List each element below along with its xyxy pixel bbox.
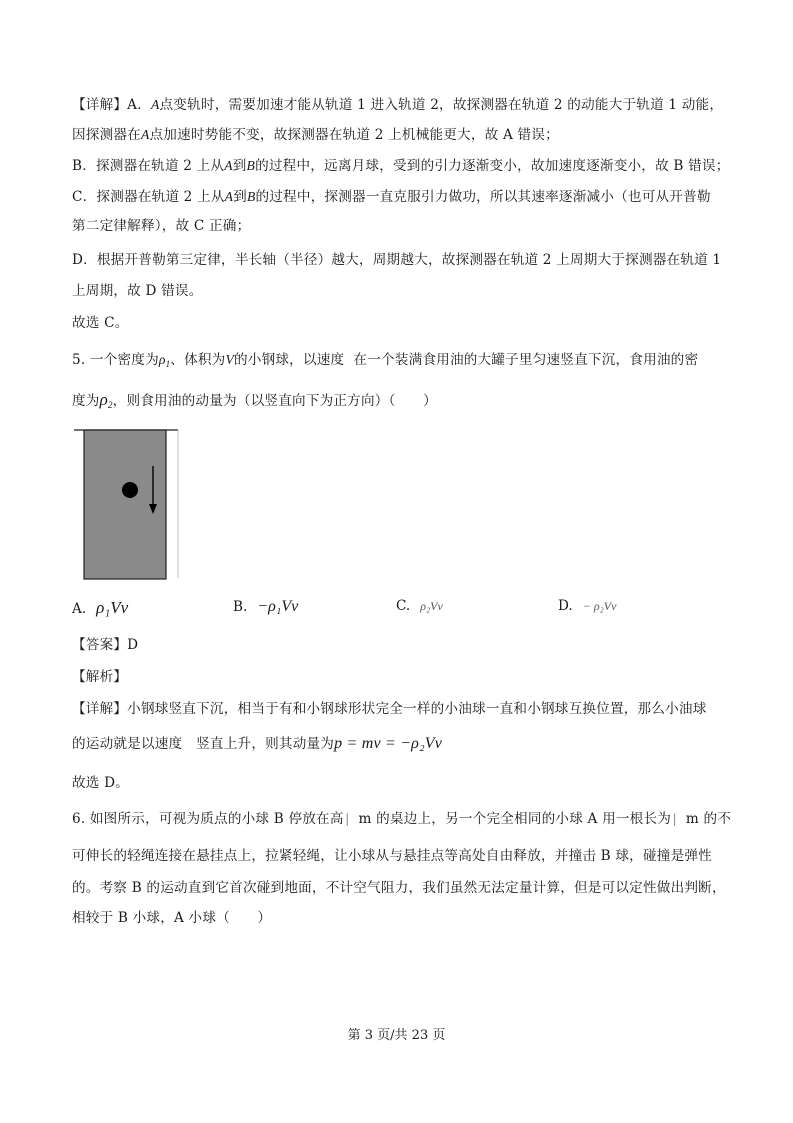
var-a: A [224, 158, 233, 173]
text: 的桌边上，另一个完全相同的小球 A 用一根长为 [376, 811, 672, 827]
option-a[interactable] [72, 598, 128, 618]
text: 的小钢球，以速度 [234, 352, 345, 368]
option-b[interactable] [233, 598, 298, 616]
q6-stem-line-1 [72, 809, 731, 829]
text: 的不 [703, 811, 732, 827]
momentum-formula: p = mv = −ρ₂Vv [334, 735, 443, 752]
blank-box: | [671, 812, 686, 826]
option-formula: ρ₁Vv [96, 598, 129, 617]
text: 度为 [72, 393, 100, 409]
q4-explanation-line-3 [72, 156, 730, 176]
q6-stem-line-4: 相较于 B 小球，A 小球（ ） [72, 910, 272, 926]
sub: 1 [165, 359, 171, 369]
q4-explanation-line-1 [72, 95, 723, 115]
text: 到 [233, 189, 247, 205]
sub: 2 [107, 400, 113, 410]
page-footer: 第 3 页/共 23 页 [347, 1028, 446, 1043]
q5-detail-line-1: 【详解】小钢球竖直下沉，相当于有和小钢球形状完全一样的小油球一直和小钢球互换位置，那么小油球 [72, 701, 707, 717]
var-b: B [246, 189, 256, 204]
var-a: A [224, 189, 234, 204]
text: 【详解】A． [72, 97, 151, 113]
q5-stem-line-2 [72, 390, 437, 415]
text: 的过程中，远离月球，受到的引力逐渐变小，故加速度逐渐变小，故 B 错误； [255, 158, 730, 174]
var-a: A [140, 127, 150, 142]
text: 的过程中，探测器一直克服引力做功，所以其速率逐渐减小（也可从开普勒 [255, 189, 711, 205]
var-a: A [151, 97, 160, 112]
text: C．探测器在轨道 2 上从 [72, 189, 225, 205]
q4-explanation-line-7: 上周期，故 D 错误。 [72, 283, 203, 299]
q6-stem-line-3: 的。考察 B 的运动直到它首次碰到地面，不计空气阻力，我们虽然无法定量计算，但是可以定性做出判断， [72, 880, 726, 896]
q5-answer: 【答案】D [72, 637, 139, 653]
q5-conclusion: 故选 D。 [72, 775, 130, 791]
option-label: D. [558, 598, 573, 614]
option-c[interactable] [396, 598, 443, 614]
blank-box: | [343, 812, 359, 826]
rho-1 [159, 352, 170, 367]
option-formula: ρ₂Vv [420, 599, 443, 613]
q5-analysis-heading: 【解析】 [72, 669, 128, 685]
text: 的运动就是以速度 竖直上升，则其动量为 [72, 736, 335, 752]
rho: ρ [158, 352, 166, 367]
unit-m: m [685, 811, 699, 827]
option-formula: −ρ₁Vv [257, 598, 299, 615]
q5-detail-line-2 [72, 734, 442, 754]
unit-m: m [358, 811, 372, 827]
var-v: V [225, 352, 234, 367]
q4-explanation-line-6: D．根据开普勒第三定律，半长轴（半径）越大，周期越大，故探测器在轨道 2 上周期大于探测器在轨道 1 [72, 252, 722, 268]
text: B．探测器在轨道 2 上从 [72, 158, 225, 174]
option-label: B. [233, 599, 248, 615]
rho: ρ [99, 390, 108, 409]
tank-figure [72, 428, 182, 584]
q6-stem-line-2: 可伸长的轻绳连接在悬挂点上，拉紧轻绳，让小球从与悬挂点等高处自由释放，并撞击 B 球，碰撞是弹性 [72, 848, 712, 864]
text: 5. 一个密度为 [72, 352, 159, 368]
text: 在一个装满食用油的大罐子里匀速竖直下沉，食用油的密 [353, 352, 699, 368]
option-formula: − ρ₂Vv [582, 599, 617, 613]
text: 点变轨时，需要加速才能从轨道 1 进入轨道 2，故探测器在轨道 2 的动能大于轨道 1 动能， [159, 97, 724, 113]
q4-explanation-line-4 [72, 187, 711, 207]
option-d[interactable] [558, 598, 616, 614]
q5-stem-line-1 [72, 350, 698, 374]
text: 因探测器在 [72, 127, 141, 143]
text: 点加速时势能不变，故探测器在轨道 2 上机械能更大，故 A 错误； [149, 127, 559, 143]
q4-explanation-line-2 [72, 125, 559, 145]
text: 到 [232, 158, 247, 174]
text: 6. 如图所示，可视为质点的小球 B 停放在高 [72, 811, 344, 827]
q4-conclusion: 故选 C。 [72, 315, 129, 331]
steel-ball [122, 482, 138, 498]
text: 、体积为 [170, 352, 226, 368]
var-b: B [246, 158, 256, 173]
text: ，则食用油的动量为（以竖直向下为正方向）（ ） [112, 393, 437, 409]
q4-explanation-line-5: 第二定律解释），故 C 正确； [72, 218, 251, 234]
rho-2 [100, 390, 113, 409]
option-label: C. [396, 598, 411, 614]
option-label: A. [72, 601, 87, 617]
